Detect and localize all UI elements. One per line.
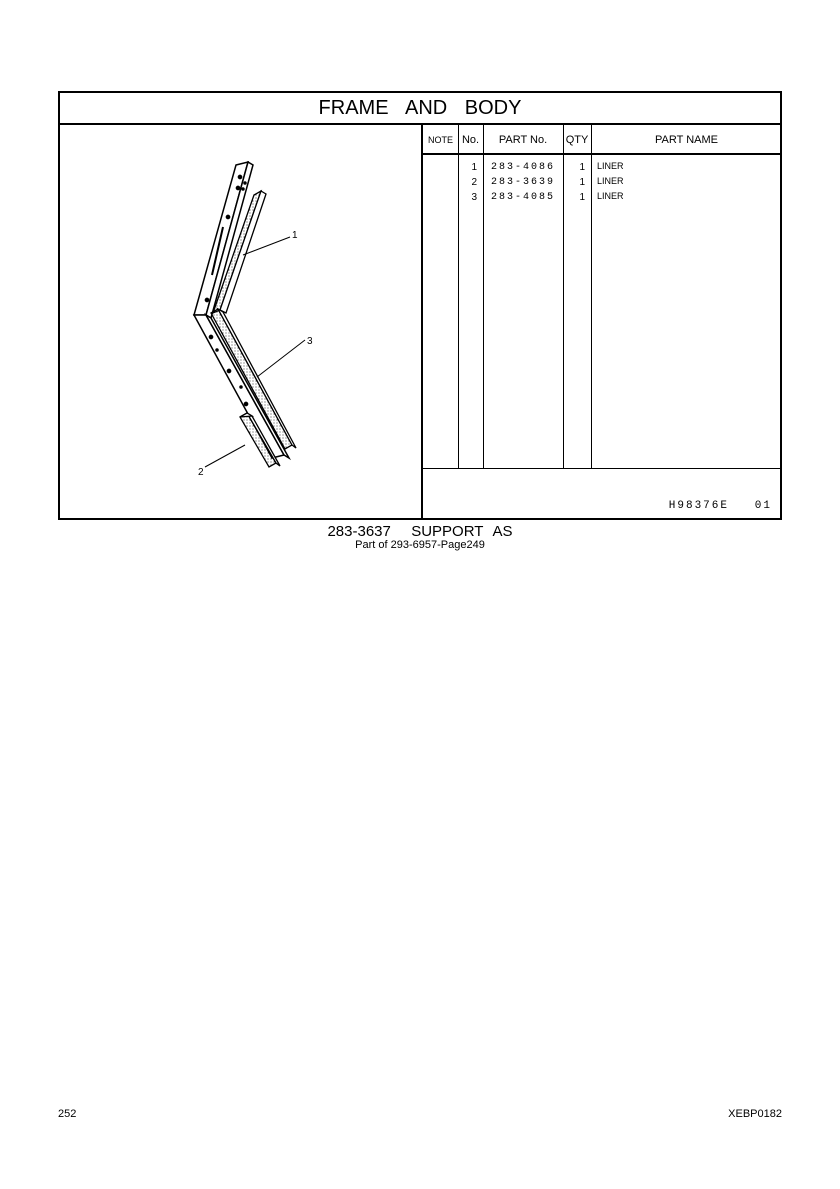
callout-3: 3 bbox=[307, 336, 313, 347]
row-2-name: LINER bbox=[597, 176, 624, 186]
support-assembly-drawing bbox=[60, 125, 421, 520]
illustration-code: H98376E 01 bbox=[668, 500, 772, 512]
assembly-caption: 283-3637 SUPPORT AS bbox=[327, 523, 513, 540]
document-code: XEBP0182 bbox=[728, 1108, 782, 1120]
row-3-part-no: 283-4085 bbox=[491, 192, 556, 203]
row-3-name: LINER bbox=[597, 191, 624, 201]
parts-frame bbox=[58, 91, 782, 520]
callout-2: 2 bbox=[198, 467, 204, 478]
row-1-name: LINER bbox=[597, 161, 624, 171]
section-title: FRAME AND BODY bbox=[60, 93, 780, 125]
assembly-reference: Part of 293-6957-Page249 bbox=[355, 539, 485, 551]
row-1-qty: 1 bbox=[579, 162, 585, 173]
row-3-no: 3 bbox=[471, 192, 477, 203]
col-no: No. bbox=[458, 125, 483, 155]
callout-1: 1 bbox=[292, 230, 298, 241]
col-qty: QTY bbox=[563, 125, 591, 155]
page-number: 252 bbox=[58, 1108, 77, 1120]
col-divider bbox=[591, 125, 592, 468]
parts-illustration bbox=[60, 125, 423, 520]
row-2-qty: 1 bbox=[579, 177, 585, 188]
col-part-name: PART NAME bbox=[591, 125, 782, 155]
row-2-no: 2 bbox=[471, 177, 477, 188]
col-divider bbox=[483, 125, 484, 468]
table-bottom-rule bbox=[423, 468, 782, 469]
row-1-part-no: 283-4086 bbox=[491, 162, 556, 173]
row-3-qty: 1 bbox=[579, 192, 585, 203]
col-part-no: PART No. bbox=[483, 125, 563, 155]
row-1-no: 1 bbox=[471, 162, 477, 173]
parts-table bbox=[423, 125, 782, 520]
row-2-part-no: 283-3639 bbox=[491, 177, 556, 188]
lower-support-arm bbox=[194, 315, 289, 458]
col-note: NOTE bbox=[423, 125, 458, 155]
